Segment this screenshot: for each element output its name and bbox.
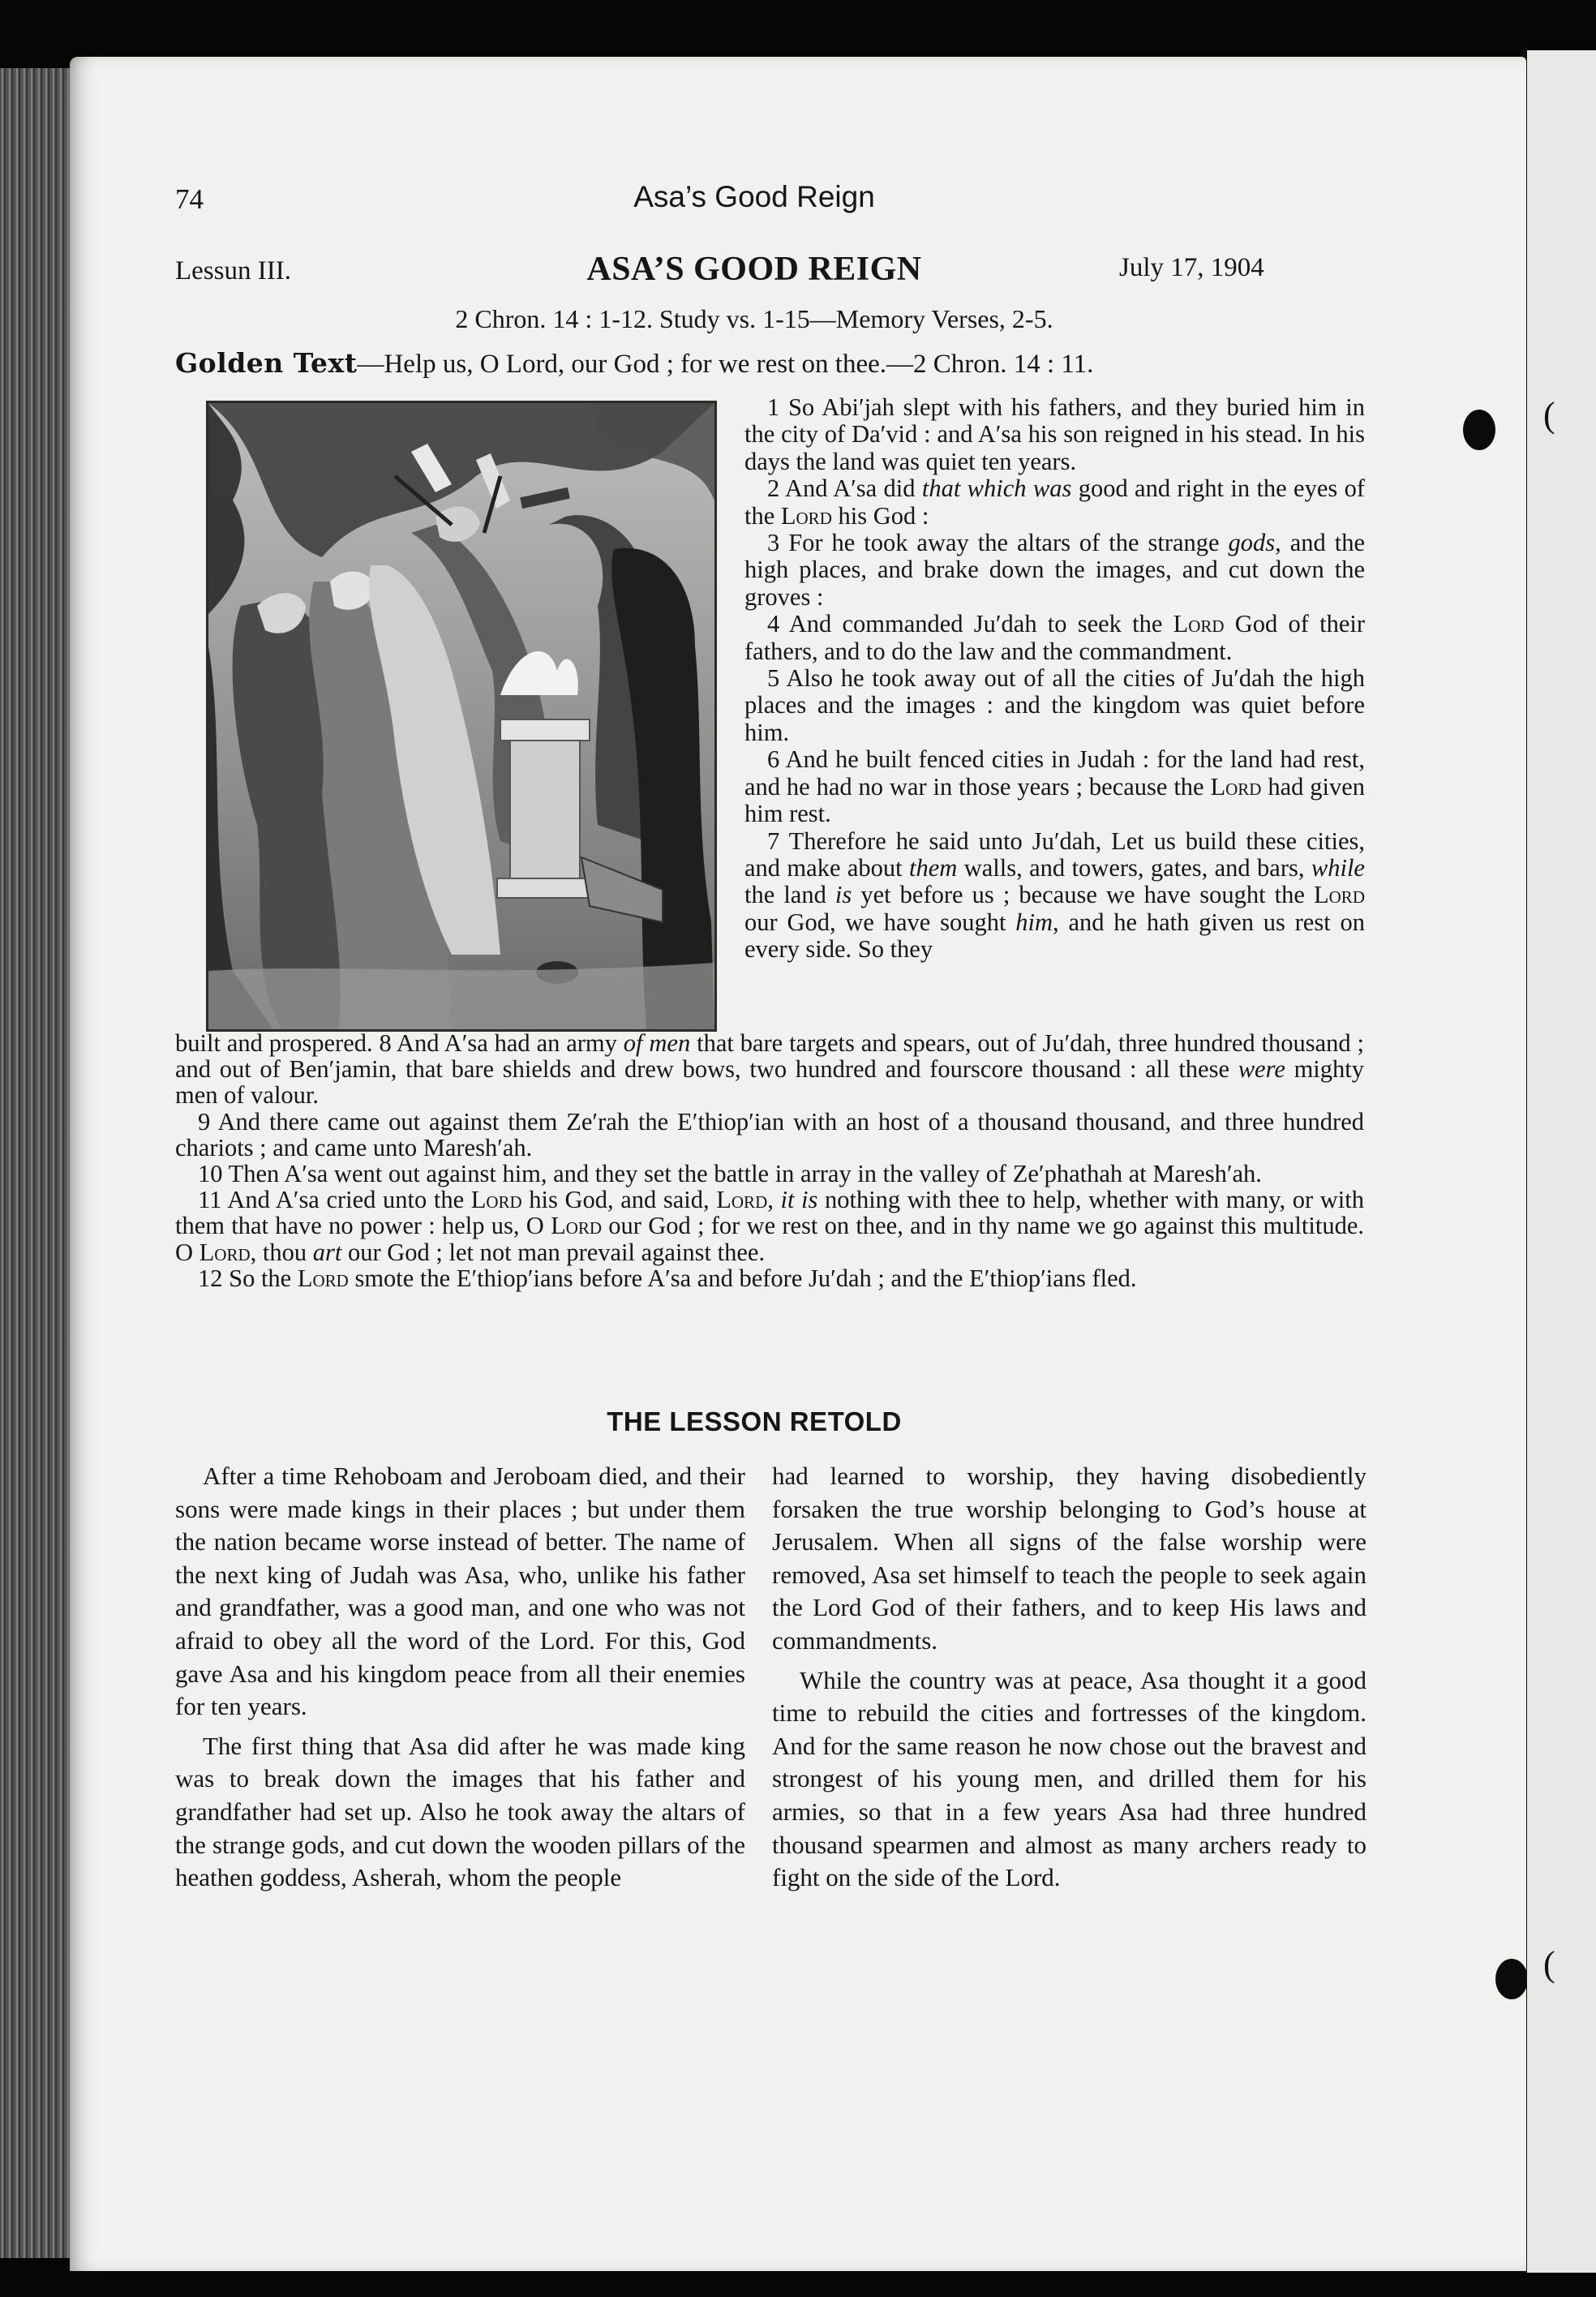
verse-2: 2 And A′sa did that which was good and right in the eyes of the Lord his God :	[744, 474, 1365, 530]
verses-full-width	[175, 1030, 1364, 1291]
verse-1: 1 So Abi′jah slept with his fathers, and they buried him in the city of Da′vid : and A′sa his son reigned in his stead. In his days the land was quiet ten years.	[744, 393, 1365, 475]
retold-heading: THE LESSON RETOLD	[607, 1406, 902, 1436]
running-title: Asa’s Good Reign	[633, 180, 875, 213]
retold-left-column	[175, 1460, 745, 1901]
verse-11: 11 And A′sa cried unto the Lord his God, and said, Lord, it is nothing with thee to help, whether with many, or with them that have no power : help us, O Lord our God ; for we rest on thee, and in thy name we go against this multitude. O Lord, thou art our God ; let not man prevail against thee.	[175, 1186, 1365, 1266]
verse-4: 4 And commanded Ju′dah to seek the Lord God of their fathers, and to do the law and the commandment.	[744, 610, 1365, 665]
lesson-title: ASA’S GOOD REIGN	[586, 251, 922, 288]
retold-paragraph: While the country was at peace, Asa thought it a good time to rebuild the cities and fortresses of the kingdom. And for the same reason he now chose out the bravest and strongest of his young men, and drilled them for his armies, so that in a few years Asa had three hundred thousand spearmen and almost as many archers ready to fight on the side of the Lord.	[772, 1665, 1366, 1892]
adjacent-page-mark: (	[1543, 395, 1555, 435]
golden-text-body: —Help us, O Lord, our God ; for we rest on thee.—2 Chron. 14 : 11.	[357, 350, 1094, 379]
verse-5: 5 Also he took away out of all the cities of Ju′dah the high places and the images : and the kingdom was quiet before him.	[744, 664, 1365, 746]
retold-paragraph: had learned to worship, they having disobediently forsaken the true worship belonging to God’s house at Jerusalem. When all signs of the false worship were removed, Asa set himself to teach the people to seek again the Lord God of their fathers, and to keep His laws and commandments.	[772, 1462, 1366, 1655]
verse-6: 6 And he built fenced cities in Judah : for the land had rest, and he had no war in those years ; because the Lord had given him rest.	[744, 745, 1365, 828]
retold-paragraph: The first thing that Asa did after he was made king was to break down the images that his father and grandfather had set up. Also he took away the altars of the strange gods, and cut down the wooden pillars of the heathen goddess, Asherah, whom the people	[175, 1731, 745, 1892]
lesson-date: July 17, 1904	[1119, 253, 1264, 282]
illustration-engraving	[208, 403, 714, 1029]
golden-text-label: Golden Text	[175, 347, 358, 379]
verse-7: 7 Therefore he said unto Ju′dah, Let us build these cities, and make about them walls, and towers, gates, and bars, while the land is yet before us ; because we have sought the Lord our God, we have sought him, and he hath given us rest on every side. So they	[744, 826, 1365, 964]
adjacent-page-edge	[1523, 50, 1596, 2273]
verse-7-8-continued: built and prospered. 8 And A′sa had an army of men that bare targets and spears, out of Ju′dah, three hundred thousand ; and out of Ben′jamin, that bare shields and drew bows, two hundred and fourscore thousand : all these were mighty men of valour.	[175, 1029, 1364, 1110]
scripture-reference: 2 Chron. 14 : 1-12. Study vs. 1-15—Memory Verses, 2-5.	[455, 304, 1053, 333]
verse-12: 12 So the Lord smote the E′thiop′ians before A′sa and before Ju′dah ; and the E′thiop′ians fled.	[198, 1264, 1137, 1292]
retold-right-column	[772, 1460, 1366, 1901]
verses-column	[744, 394, 1365, 964]
verse-10: 10 Then A′sa went out against him, and they set the battle in array in the valley of Ze′phathah at Maresh′ah.	[198, 1160, 1262, 1188]
lesson-number: Lessun III.	[175, 256, 291, 286]
book-spine-edge	[0, 68, 78, 2258]
verse-3: 3 For he took away the altars of the strange gods, and the high places, and brake down the images, and cut down the groves :	[744, 529, 1365, 611]
binding-hole	[1463, 410, 1495, 450]
adjacent-page-mark: (	[1543, 1944, 1555, 1984]
binding-hole	[1495, 1959, 1526, 1999]
verse-9: 9 And there came out against them Ze′rah the E′thiop′ian with an host of a thousand thousand, and three hundred chariots ; and came unto Maresh′ah.	[175, 1107, 1364, 1161]
retold-paragraph: After a time Rehoboam and Jeroboam died, and their sons were made kings in their places ; but under them the nation became worse instead of better. The name of the next king of Judah was Asa, who, unlike his father and grandfather, was a good man, and one who was not afraid to obey all the word of the Lord. For this, God gave Asa and his kingdom peace from all their enemies for ten years.	[175, 1462, 745, 1721]
golden-text	[175, 347, 1392, 380]
lesson-illustration	[206, 401, 717, 1032]
page-number: 74	[175, 183, 204, 215]
